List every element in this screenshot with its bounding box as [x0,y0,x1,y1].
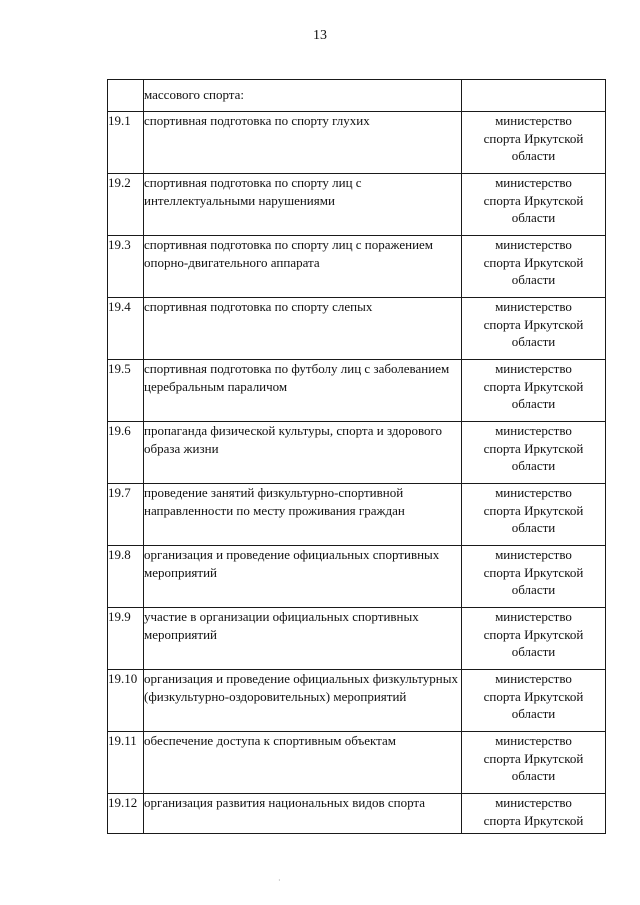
table-row [108,794,606,834]
table-row [108,422,606,484]
table-row [108,112,606,174]
executor-line: спорта Иркутской [483,316,584,332]
executor-line: спорта Иркутской [483,812,584,828]
executor-line: спорта Иркутской [483,130,584,146]
row-text-cell: организация и проведение официальных спортивных мероприятий [144,546,462,608]
row-executor-cell [462,422,606,484]
executor-line: министерство [495,113,572,128]
table-row [108,484,606,546]
executor-line: министерство [495,671,572,686]
row-executor-cell [462,608,606,670]
executor-line: области [511,396,556,411]
table-row [108,360,606,422]
scan-speck: · [278,876,281,885]
table-row [108,546,606,608]
row-number-cell: 19.4 [108,298,144,360]
table-row [108,80,606,112]
row-executor-cell [462,670,606,732]
executor-line: области [511,148,556,163]
executor-line: спорта Иркутской [483,502,584,518]
document-table [107,79,606,834]
row-executor-cell [462,546,606,608]
executor-line: области [511,706,556,721]
row-number-cell: 19.1 [108,112,144,174]
executor-line: министерство [495,609,572,624]
row-executor-cell [462,794,606,834]
row-executor-cell [462,174,606,236]
row-number-cell: 19.12 [108,794,144,834]
executor-line: министерство [495,237,572,252]
row-text-cell: организация и проведение официальных физкультурных (физкультурно-оздоровительных) мероприятий [144,670,462,732]
executor-line: спорта Иркутской [483,750,584,766]
executor-line: области [511,520,556,535]
row-number-cell: 19.6 [108,422,144,484]
row-text-cell: спортивная подготовка по футболу лиц с заболеванием церебральным параличом [144,360,462,422]
row-text-cell: спортивная подготовка по спорту лиц с поражением опорно-двигательного аппарата [144,236,462,298]
table-row [108,174,606,236]
row-number-cell: 19.11 [108,732,144,794]
executor-line: министерство [495,485,572,500]
executor-line: области [511,334,556,349]
row-number-cell: 19.5 [108,360,144,422]
row-executor-cell [462,80,606,112]
row-number-cell: 19.9 [108,608,144,670]
executor-line: спорта Иркутской [483,688,584,704]
executor-line: спорта Иркутской [483,564,584,580]
executor-line: спорта Иркутской [483,254,584,270]
executor-line: министерство [495,361,572,376]
table-row [108,236,606,298]
executor-line: министерство [495,299,572,314]
table-row [108,298,606,360]
row-text-cell: пропаганда физической культуры, спорта и здорового образа жизни [144,422,462,484]
row-executor-cell [462,236,606,298]
table-row [108,732,606,794]
executor-line: министерство [495,547,572,562]
executor-line: спорта Иркутской [483,378,584,394]
row-text-cell: участие в организации официальных спортивных мероприятий [144,608,462,670]
row-executor-cell [462,112,606,174]
row-executor-cell [462,298,606,360]
executor-line: министерство [495,423,572,438]
executor-line: министерство [495,733,572,748]
executor-line: области [511,644,556,659]
executor-line: спорта Иркутской [483,440,584,456]
executor-line: министерство [495,795,572,810]
table-row [108,670,606,732]
executor-line: области [511,458,556,473]
row-text-cell: организация развития национальных видов спорта [144,794,462,834]
row-number-cell: 19.8 [108,546,144,608]
executor-line: министерство [495,175,572,190]
row-number-cell: 19.10 [108,670,144,732]
page-number: 13 [313,28,327,43]
row-number-cell [108,80,144,112]
row-number-cell: 19.2 [108,174,144,236]
row-text-cell: спортивная подготовка по спорту слепых [144,298,462,360]
row-text-cell: обеспечение доступа к спортивным объектам [144,732,462,794]
table-row [108,608,606,670]
row-text-cell: проведение занятий физкультурно-спортивной направленности по месту проживания граждан [144,484,462,546]
executor-line: области [511,272,556,287]
executor-line: области [511,210,556,225]
row-executor-cell [462,732,606,794]
row-executor-cell [462,484,606,546]
row-executor-cell [462,360,606,422]
executor-line: спорта Иркутской [483,626,584,642]
row-text-cell: массового спорта: [144,80,462,112]
row-number-cell: 19.3 [108,236,144,298]
executor-line: области [511,582,556,597]
row-text-cell: спортивная подготовка по спорту глухих [144,112,462,174]
row-number-cell: 19.7 [108,484,144,546]
row-text-cell: спортивная подготовка по спорту лиц с интеллектуальными нарушениями [144,174,462,236]
executor-line: области [511,768,556,783]
executor-line: спорта Иркутской [483,192,584,208]
